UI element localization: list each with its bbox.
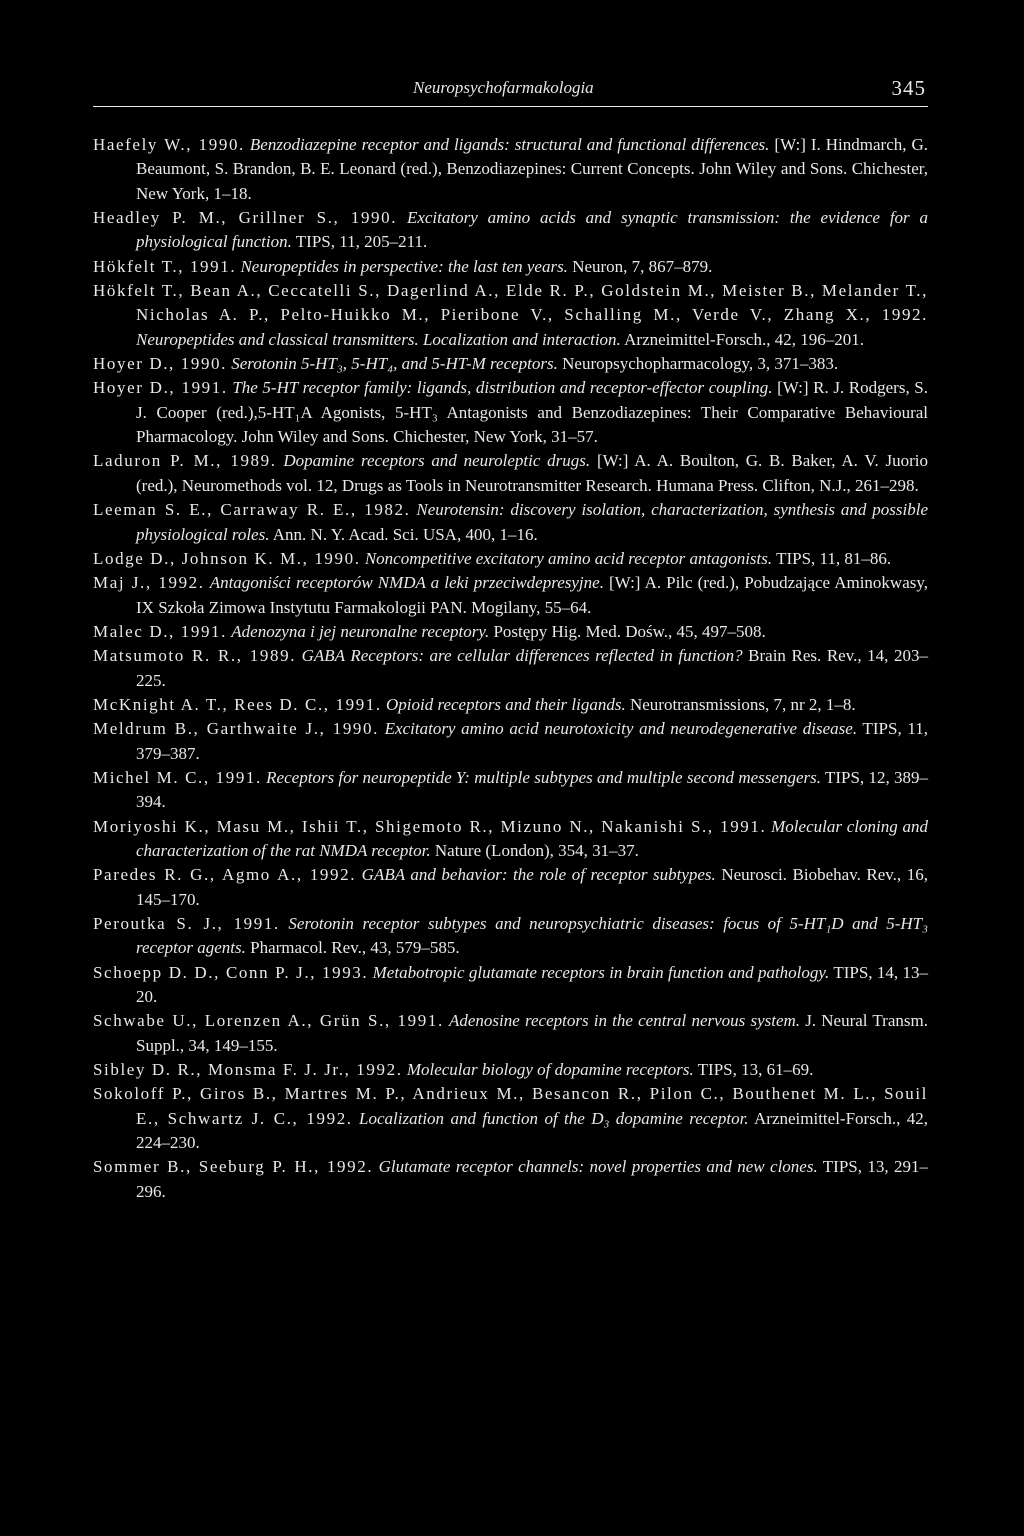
reference-title: Dopamine receptors and neuroleptic drugs. — [283, 451, 591, 471]
reference-authors: Hoyer D., 1991. — [93, 378, 228, 398]
reference-entry — [93, 717, 928, 766]
reference-entry — [93, 133, 928, 206]
reference-title: Adenosine receptors in the central nervous system. — [449, 1011, 801, 1031]
reference-entry — [93, 620, 928, 644]
reference-title: Metabotropic glutamate receptors in brain function and pathology. — [372, 962, 830, 982]
reference-authors: Paredes R. G., Agmo A., 1992. — [93, 865, 357, 885]
reference-source: TIPS, 13, 291–296. — [136, 1157, 929, 1201]
reference-source: Neuropsychopharmacology, 3, 371–383. — [562, 354, 839, 374]
reference-source: [W:] I. Hindmarch, G. Beaumont, S. Brandon, B. E. Leonard (red.), Benzodiazepines: Current Concepts. John Wiley and Sons. Chichester, New York, 1–18. — [136, 135, 929, 203]
reference-authors: Sibley D. R., Monsma F. J. Jr., 1992. — [93, 1060, 403, 1080]
reference-authors: Lodge D., Johnson K. M., 1990. — [93, 548, 361, 568]
reference-authors: McKnight A. T., Rees D. C., 1991. — [93, 694, 382, 714]
reference-authors: Matsumoto R. R., 1989. — [93, 646, 297, 666]
reference-title: Glutamate receptor channels: novel properties and new clones. — [378, 1157, 818, 1177]
reference-source: Arzneimittel-Forsch., 42, 224–230. — [136, 1108, 928, 1153]
reference-title: Localization and function of the D₃ dopamine receptor. — [359, 1108, 749, 1128]
reference-source: TIPS, 14, 13–20. — [136, 962, 928, 1007]
reference-title: Noncompetitive excitatory amino acid receptor antagonists. — [364, 548, 773, 568]
reference-source: TIPS, 11, 81–86. — [776, 548, 892, 568]
reference-title: Neuropeptides in perspective: the last ten years. — [240, 256, 568, 276]
reference-entry — [93, 352, 928, 376]
reference-authors: Malec D., 1991. — [93, 621, 228, 641]
reference-title: Antagoniści receptorów NMDA a leki przeciwdepresyjne. — [209, 573, 604, 593]
reference-entry — [93, 1009, 928, 1058]
reference-authors: Moriyoshi K., Masu M., Ishii T., Shigemoto R., Mizuno N., Nakanishi S., 1991. — [93, 816, 767, 836]
reference-authors: Maj J., 1992. — [93, 573, 205, 593]
reference-authors: Leeman S. E., Carraway R. E., 1982. — [93, 500, 411, 520]
reference-list — [93, 133, 928, 1204]
reference-source: Postępy Hig. Med. Dośw., 45, 497–508. — [493, 621, 766, 641]
reference-entry — [93, 1082, 928, 1155]
reference-authors: Hoyer D., 1990. — [93, 354, 228, 374]
page-header — [93, 78, 928, 107]
reference-title: Molecular cloning and characterization of the rat NMDA receptor. — [136, 816, 928, 860]
reference-title: GABA and behavior: the role of receptor subtypes. — [361, 865, 716, 885]
reference-source: Neuron, 7, 867–879. — [572, 256, 713, 276]
reference-source: Nature (London), 354, 31–37. — [434, 840, 639, 860]
reference-entry — [93, 571, 928, 620]
reference-entry — [93, 449, 928, 498]
page-number: 345 — [891, 76, 926, 100]
reference-title: Adenozyna i jej neuronalne receptory. — [231, 621, 490, 641]
reference-source: [W:] A. Pilc (red.), Pobudzające Aminokwasy, IX Szkoła Zimowa Instytutu Farmakologii PAN. Mogilany, 55–64. — [136, 573, 929, 617]
reference-authors: Laduron P. M., 1989. — [93, 451, 277, 471]
reference-source: [W:] R. J. Rodgers, S. J. Cooper (red.),5-HT₁A Agonists, 5-HT₃ Antagonists and Benzodiazepines: Their Comparative Behavioural Pharmacology. John Wiley and Sons. Chichester, New York, 31–57. — [136, 378, 929, 447]
reference-entry — [93, 693, 928, 717]
reference-title: GABA Receptors: are cellular differences reflected in function? — [301, 646, 743, 666]
reference-entry — [93, 912, 928, 961]
reference-authors: Hökfelt T., Bean A., Ceccatelli S., Dagerlind A., Elde R. P., Goldstein M., Meister B., Melander T., Nicholas A. P., Pelto-Huikko M., Pieribone V., Schalling M., Verde V., Zhang X., 1992. — [93, 281, 928, 325]
reference-authors: Sokoloff P., Giros B., Martres M. P., Andrieux M., Besancon R., Pilon C., Bouthenet M. L., Souil E., Schwartz J. C., 1992. — [93, 1084, 928, 1128]
reference-entry — [93, 863, 928, 912]
reference-entry — [93, 644, 928, 693]
reference-source: TIPS, 11, 205–211. — [295, 232, 428, 252]
reference-title: The 5-HT receptor family: ligands, distribution and receptor-effector coupling. — [232, 378, 773, 398]
reference-authors: Michel M. C., 1991. — [93, 767, 262, 787]
reference-title: Neuropeptides and classical transmitters. Localization and interaction. — [136, 329, 621, 349]
reference-entry — [93, 1058, 928, 1082]
reference-source: Pharmacol. Rev., 43, 579–585. — [250, 938, 460, 958]
reference-title: Benzodiazepine receptor and ligands: structural and functional differences. — [249, 135, 770, 154]
reference-source: TIPS, 12, 389–394. — [136, 767, 928, 812]
reference-authors: Schoepp D. D., Conn P. J., 1993. — [93, 962, 369, 982]
reference-source: Arzneimittel-Forsch., 42, 196–201. — [624, 329, 864, 349]
reference-title: Excitatory amino acid neurotoxicity and neurodegenerative disease. — [384, 719, 858, 739]
reference-title: Opioid receptors and their ligands. — [386, 694, 626, 714]
reference-source: TIPS, 11, 379–387. — [136, 719, 929, 763]
reference-authors: Peroutka S. J., 1991. — [93, 914, 280, 933]
reference-title: Receptors for neuropeptide Y: multiple subtypes and multiple second messengers. — [266, 767, 821, 787]
reference-authors: Meldrum B., Garthwaite J., 1990. — [93, 719, 379, 739]
reference-entry — [93, 255, 928, 279]
reference-entry — [93, 206, 928, 255]
reference-title: Molecular biology of dopamine receptors. — [406, 1060, 694, 1080]
reference-authors: Sommer B., Seeburg P. H., 1992. — [93, 1157, 374, 1177]
reference-source: [W:] A. A. Boulton, G. B. Baker, A. V. Juorio (red.), Neuromethods vol. 12, Drugs as Tools in Neurotransmitter Research. Humana Press. Clifton, N.J., 261–298. — [136, 451, 929, 495]
running-title: Neuropsychofarmakologia — [413, 78, 594, 97]
reference-authors: Schwabe U., Lorenzen A., Grün S., 1991. — [93, 1011, 444, 1031]
reference-title: Excitatory amino acids and synaptic transmission: the evidence for a physiological function. — [136, 208, 928, 252]
reference-authors: Haefely W., 1990. — [93, 135, 245, 154]
reference-title: Serotonin 5-HT₃, 5-HT₄, and 5-HT-M receptors. — [231, 354, 558, 374]
reference-entry — [93, 547, 928, 571]
reference-source: J. Neural Transm. Suppl., 34, 149–155. — [136, 1011, 928, 1055]
reference-entry — [93, 376, 928, 449]
reference-source: Brain Res. Rev., 14, 203–225. — [136, 646, 929, 690]
reference-entry — [93, 498, 928, 547]
reference-entry — [93, 1155, 928, 1204]
reference-source: TIPS, 13, 61–69. — [697, 1060, 814, 1080]
reference-authors: Hökfelt T., 1991. — [93, 256, 237, 276]
reference-title: Neurotensin: discovery isolation, characterization, synthesis and possible physiological roles. — [136, 500, 929, 544]
reference-source: Neurosci. Biobehav. Rev., 16, 145–170. — [136, 865, 928, 909]
reference-source: Ann. N. Y. Acad. Sci. USA, 400, 1–16. — [272, 524, 538, 544]
reference-entry — [93, 815, 928, 864]
reference-source: Neurotransmissions, 7, nr 2, 1–8. — [629, 694, 856, 714]
reference-title: Serotonin receptor subtypes and neuropsychiatric diseases: focus of 5-HT₁D and 5-HT₃ receptor agents. — [136, 914, 928, 958]
reference-entry — [93, 961, 928, 1010]
reference-authors: Headley P. M., Grillner S., 1990. — [93, 208, 398, 228]
reference-entry — [93, 279, 928, 352]
reference-entry — [93, 766, 928, 815]
